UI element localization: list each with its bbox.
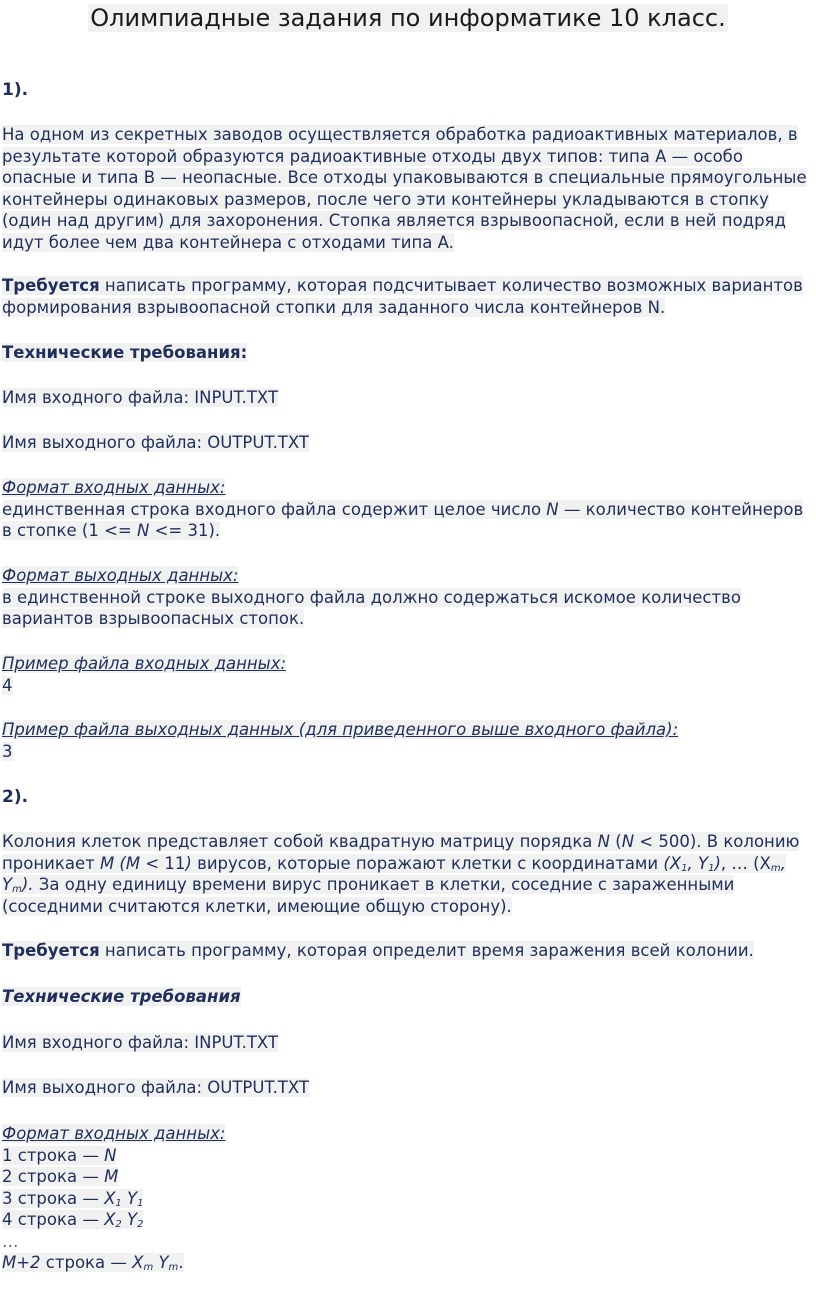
document-title <box>0 2 816 34</box>
line3-prefix: 3 строка — <box>2 1188 105 1208</box>
line4-y: Y <box>121 1210 138 1229</box>
task1-input-format-var2: N <box>136 521 150 540</box>
task2-coords-sub1: 1 <box>681 862 688 874</box>
line3-y: Y <box>121 1188 138 1208</box>
line3-x: X <box>104 1188 116 1208</box>
task1-description-text: На одном из секретных заводов осуществляется обработка радиоактивных материалов, в результате которой образуются радиоактивные отходы двух типов: типа A — особо опасные и типа B — неопасные. Все отходы упаковываются в специальные прямоугольные контейнеры одинаковых размеров, после чего эти контейнеры укладываются в стопку (один над другим) для захоронения. Стопка является взрывоопасной, если в ней подряд идут более чем два контейнера с отходами типа A. <box>2 125 807 252</box>
line4-x-sub: 2 <box>115 1219 122 1230</box>
task1-required-text: написать программу, которая подсчитывает количество возможных вариантов формирования взрывоопасной стопки для заданного числа контейнеров N. <box>2 276 803 317</box>
task2-desc-part1: Колония клеток представляет собой квадратную матрицу порядка <box>2 832 598 851</box>
task2-coords-close: ) <box>714 853 721 873</box>
task2-required-label: Требуется <box>2 941 100 960</box>
last-line-end: . <box>178 1253 184 1272</box>
task1-tech-heading: Технические требования: <box>2 343 248 362</box>
task2-desc-n: N <box>597 832 610 851</box>
task2-requirement <box>2 940 812 962</box>
task2-desc-n2: N <box>621 832 635 851</box>
task2-desc-part6: вирусов, которые поражают клетки с координатами <box>191 853 664 873</box>
task2-input-file <box>2 1032 812 1054</box>
task1-input-format-part2: — количество контейнеров в стопке (1 <= <box>2 499 804 540</box>
title-text: Олимпиадные задания по информатике 10 класс. <box>90 4 726 32</box>
task1-requirement <box>2 275 812 318</box>
task2-description <box>2 831 812 917</box>
task1-output-example-label: Пример файла выходных данных (для приведенного выше входного файла): <box>2 720 679 739</box>
task2-output-file <box>2 1077 812 1099</box>
task2-coords-sub2: 1 <box>708 862 715 874</box>
task1-input-format-part1: единственная строка входного файла содержит целое число <box>2 499 547 519</box>
task1-input-file-text: Имя входного файла: INPUT.TXT <box>2 388 279 407</box>
last-line-y: Y <box>153 1253 169 1272</box>
last-line-x-sub: m <box>143 1262 154 1273</box>
task2-coords-ellipsis: , … (X <box>720 853 771 873</box>
task1-input-format-label: Формат входных данных: <box>2 478 226 497</box>
task1-input-file <box>2 387 812 409</box>
line2-var: M <box>104 1167 119 1186</box>
task1-description <box>2 124 812 253</box>
task2-format-line-2 <box>2 1166 812 1188</box>
task2-coords-subm2: m <box>12 884 22 895</box>
task1-output-format-label: Формат выходных данных: <box>2 566 239 585</box>
task2-format-line-4 <box>2 1209 812 1231</box>
task2-format-line-1 <box>2 1145 812 1167</box>
task2-input-format <box>2 1123 812 1274</box>
task2-input-file-text: Имя входного файла: INPUT.TXT <box>2 1033 279 1052</box>
task1-required-label: Требуется <box>2 276 100 295</box>
task2-desc-part3: < 500). В колонию проникает <box>2 832 800 873</box>
last-line-y-sub: m <box>168 1262 179 1273</box>
task2-number: 2). <box>2 787 29 807</box>
task1-output-example <box>2 719 812 762</box>
task2-coords-y: , Y <box>687 853 709 873</box>
task1-input-example-value: 4 <box>2 675 13 695</box>
task1-input-format-var: N <box>546 499 559 519</box>
line2-prefix: 2 строка — <box>2 1167 105 1186</box>
task1-input-format <box>2 477 812 542</box>
task1-tech-requirements <box>2 342 812 364</box>
task2-desc-part2: ( <box>610 832 622 851</box>
task2-desc-part4: < 11 <box>140 853 186 873</box>
task1-input-example <box>2 653 812 696</box>
task2-desc-part5: ) <box>185 853 192 873</box>
task2-tech-requirements <box>2 986 812 1008</box>
line3-y-sub: 1 <box>137 1197 144 1209</box>
line3-x-sub: 1 <box>115 1197 122 1209</box>
task1-output-file-text: Имя выходного файла: OUTPUT.TXT <box>2 433 309 452</box>
ellipsis-text: … <box>2 1231 19 1251</box>
line4-prefix: 4 строка — <box>2 1210 105 1229</box>
task2-format-last-line <box>2 1252 812 1274</box>
task2-coords-end: ). <box>21 875 34 894</box>
last-line-text: строка — <box>40 1253 133 1272</box>
task1-output-file <box>2 432 812 454</box>
task2-coords-subm: m <box>770 862 781 874</box>
task2-format-ellipsis <box>2 1231 812 1253</box>
task2-desc-m: M (M <box>99 853 141 873</box>
task1-input-format-part3: <= 31). <box>149 521 221 540</box>
last-line-var: M+2 <box>2 1253 41 1272</box>
task2-tech-heading: Технические требования <box>2 987 241 1006</box>
last-line-x: X <box>132 1253 144 1272</box>
task1-input-example-label: Пример файла входных данных: <box>2 654 287 673</box>
task2-format-line-3 <box>2 1188 812 1210</box>
task2-input-format-label: Формат входных данных: <box>2 1124 226 1143</box>
line4-x: X <box>104 1210 116 1229</box>
task1-number: 1). <box>2 80 29 100</box>
task1-output-format <box>2 565 812 630</box>
line1-prefix: 1 строка — <box>2 1145 105 1165</box>
task2-coords-ym: , Y <box>2 853 786 894</box>
task2-required-text: написать программу, которая определит время заражения всей колонии. <box>99 941 754 960</box>
task1-output-format-text: в единственной строке выходного файла должно содержаться искомое количество вариантов взрывоопасных стопок. <box>2 587 741 628</box>
task2-output-file-text: Имя выходного файла: OUTPUT.TXT <box>2 1078 309 1097</box>
task2-coords-open: (X <box>663 853 682 873</box>
line1-var: N <box>104 1145 117 1165</box>
line4-y-sub: 2 <box>137 1219 144 1230</box>
task1-output-example-value: 3 <box>2 741 13 761</box>
task2-desc-part7: За одну единицу времени вирус проникает в клетки, соседние с зараженными (соседними считаются клетки, имеющие общую сторону). <box>2 875 735 916</box>
